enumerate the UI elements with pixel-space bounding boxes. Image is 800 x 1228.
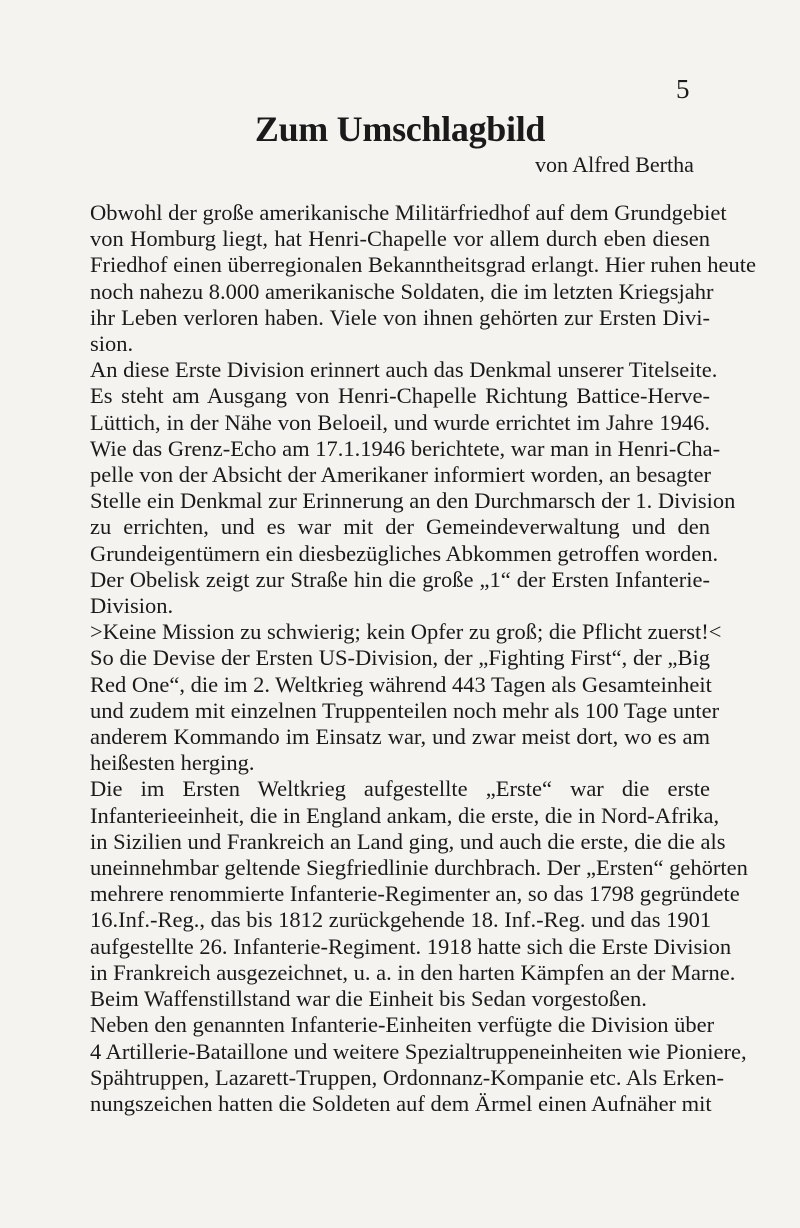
author-line: von Alfred Bertha — [535, 152, 694, 177]
text-line: in Sizilien und Frankreich an Land ging, und auch die erste, die die als — [90, 828, 726, 854]
text-line: heißesten herging. — [90, 750, 255, 776]
text-line: zu errichten, und es war mit der Gemeindeverwaltung und den — [90, 514, 710, 540]
text-line: So die Devise der Ersten US-Division, der „Fighting First“, der „Big — [90, 645, 710, 671]
text-line: sion. — [90, 331, 134, 357]
text-line: aufgestellte 26. Infanterie-Regiment. 1918 hatte sich die Erste Division — [90, 933, 732, 959]
paragraph — [90, 200, 757, 357]
text-line: Red One“, die im 2. Weltkrieg während 443 Tagen als Gesamteinheit — [90, 671, 712, 697]
text-line: 16.Inf.-Reg., das bis 1812 zurückgehende 18. Inf.-Reg. und das 1901 — [90, 907, 712, 933]
text-line: Obwohl der große amerikanische Militärfriedhof auf dem Grundgebiet — [90, 200, 727, 225]
text-line: An diese Erste Division erinnert auch das Denkmal unserer Titelseite. — [90, 357, 718, 383]
text-line: Der Obelisk zeigt zur Straße hin die große „1“ der Ersten Infanterie- — [90, 566, 710, 592]
text-line: von Homburg liegt, hat Henri-Chapelle vor allem durch eben diesen — [90, 226, 710, 252]
text-line: Infanterieeinheit, die in England ankam, die erste, die in Nord-Afrika, — [90, 802, 720, 828]
paragraph — [90, 357, 736, 567]
text-line: noch nahezu 8.000 amerikanische Soldaten, die im letzten Kriegsjahr — [90, 278, 714, 304]
text-line: ihr Leben verloren haben. Viele von ihnen gehörten zur Ersten Divi- — [90, 304, 710, 330]
page-title: Zum Umschlagbild — [254, 109, 546, 149]
paragraph — [90, 567, 710, 619]
text-line: Es steht am Ausgang von Henri-Chapelle Richtung Battice-Herve- — [90, 383, 710, 409]
text-line: Grundeigentümern ein diesbezügliches Abkommen getroffen worden. — [90, 540, 719, 566]
text-line: pelle von der Absicht der Amerikaner informiert worden, an besagter — [90, 462, 712, 488]
text-line: Beim Waffenstillstand war die Einheit bis Sedan vorgestoßen. — [90, 986, 647, 1012]
text-line: Die im Ersten Weltkrieg aufgestellte „Erste“ war die erste — [90, 776, 710, 802]
text-line: >Keine Mission zu schwierig; kein Opfer zu groß; die Pflicht zuerst!< — [90, 619, 722, 645]
text-line: Neben den genannten Infanterie-Einheiten verfügte die Division über — [90, 1012, 715, 1038]
text-line: Stelle ein Denkmal zur Erinnerung an den Durchmarsch der 1. Division — [90, 488, 736, 514]
text-line: Division. — [90, 593, 174, 619]
text-line: uneinnehmbar geltende Siegfriedlinie durchbrach. Der „Ersten“ gehörten — [90, 855, 748, 881]
text-line: anderem Kommando im Einsatz war, und zwar meist dort, wo es am — [90, 724, 710, 750]
text-line: Wie das Grenz-Echo am 17.1.1946 berichtete, war man in Henri-Cha- — [90, 435, 721, 461]
page-number: 5 — [676, 74, 690, 104]
text-line: Friedhof einen überregionalen Bekanntheitsgrad erlangt. Hier ruhen heute — [90, 252, 757, 278]
article-body — [90, 200, 757, 1117]
text-line: mehrere renommierte Infanterie-Regimenter an, so das 1798 gegründete — [90, 881, 740, 907]
paragraph — [90, 1012, 747, 1117]
paragraph — [90, 776, 748, 1012]
paragraph — [90, 619, 722, 776]
text-line: 4 Artillerie-Bataillone und weitere Spezialtruppeneinheiten wie Pioniere, — [90, 1038, 747, 1064]
text-line: Spähtruppen, Lazarett-Truppen, Ordonnanz-Kompanie etc. Als Erken- — [90, 1064, 724, 1090]
text-line: nungszeichen hatten die Soldeten auf dem Ärmel einen Aufnäher mit — [90, 1090, 712, 1116]
text-line: und zudem mit einzelnen Truppenteilen noch mehr als 100 Tage unter — [90, 697, 720, 723]
text-line: Lüttich, in der Nähe von Beloeil, und wurde errichtet im Jahre 1946. — [90, 409, 710, 435]
text-line: in Frankreich ausgezeichnet, u. a. in den harten Kämpfen an der Marne. — [90, 959, 736, 985]
